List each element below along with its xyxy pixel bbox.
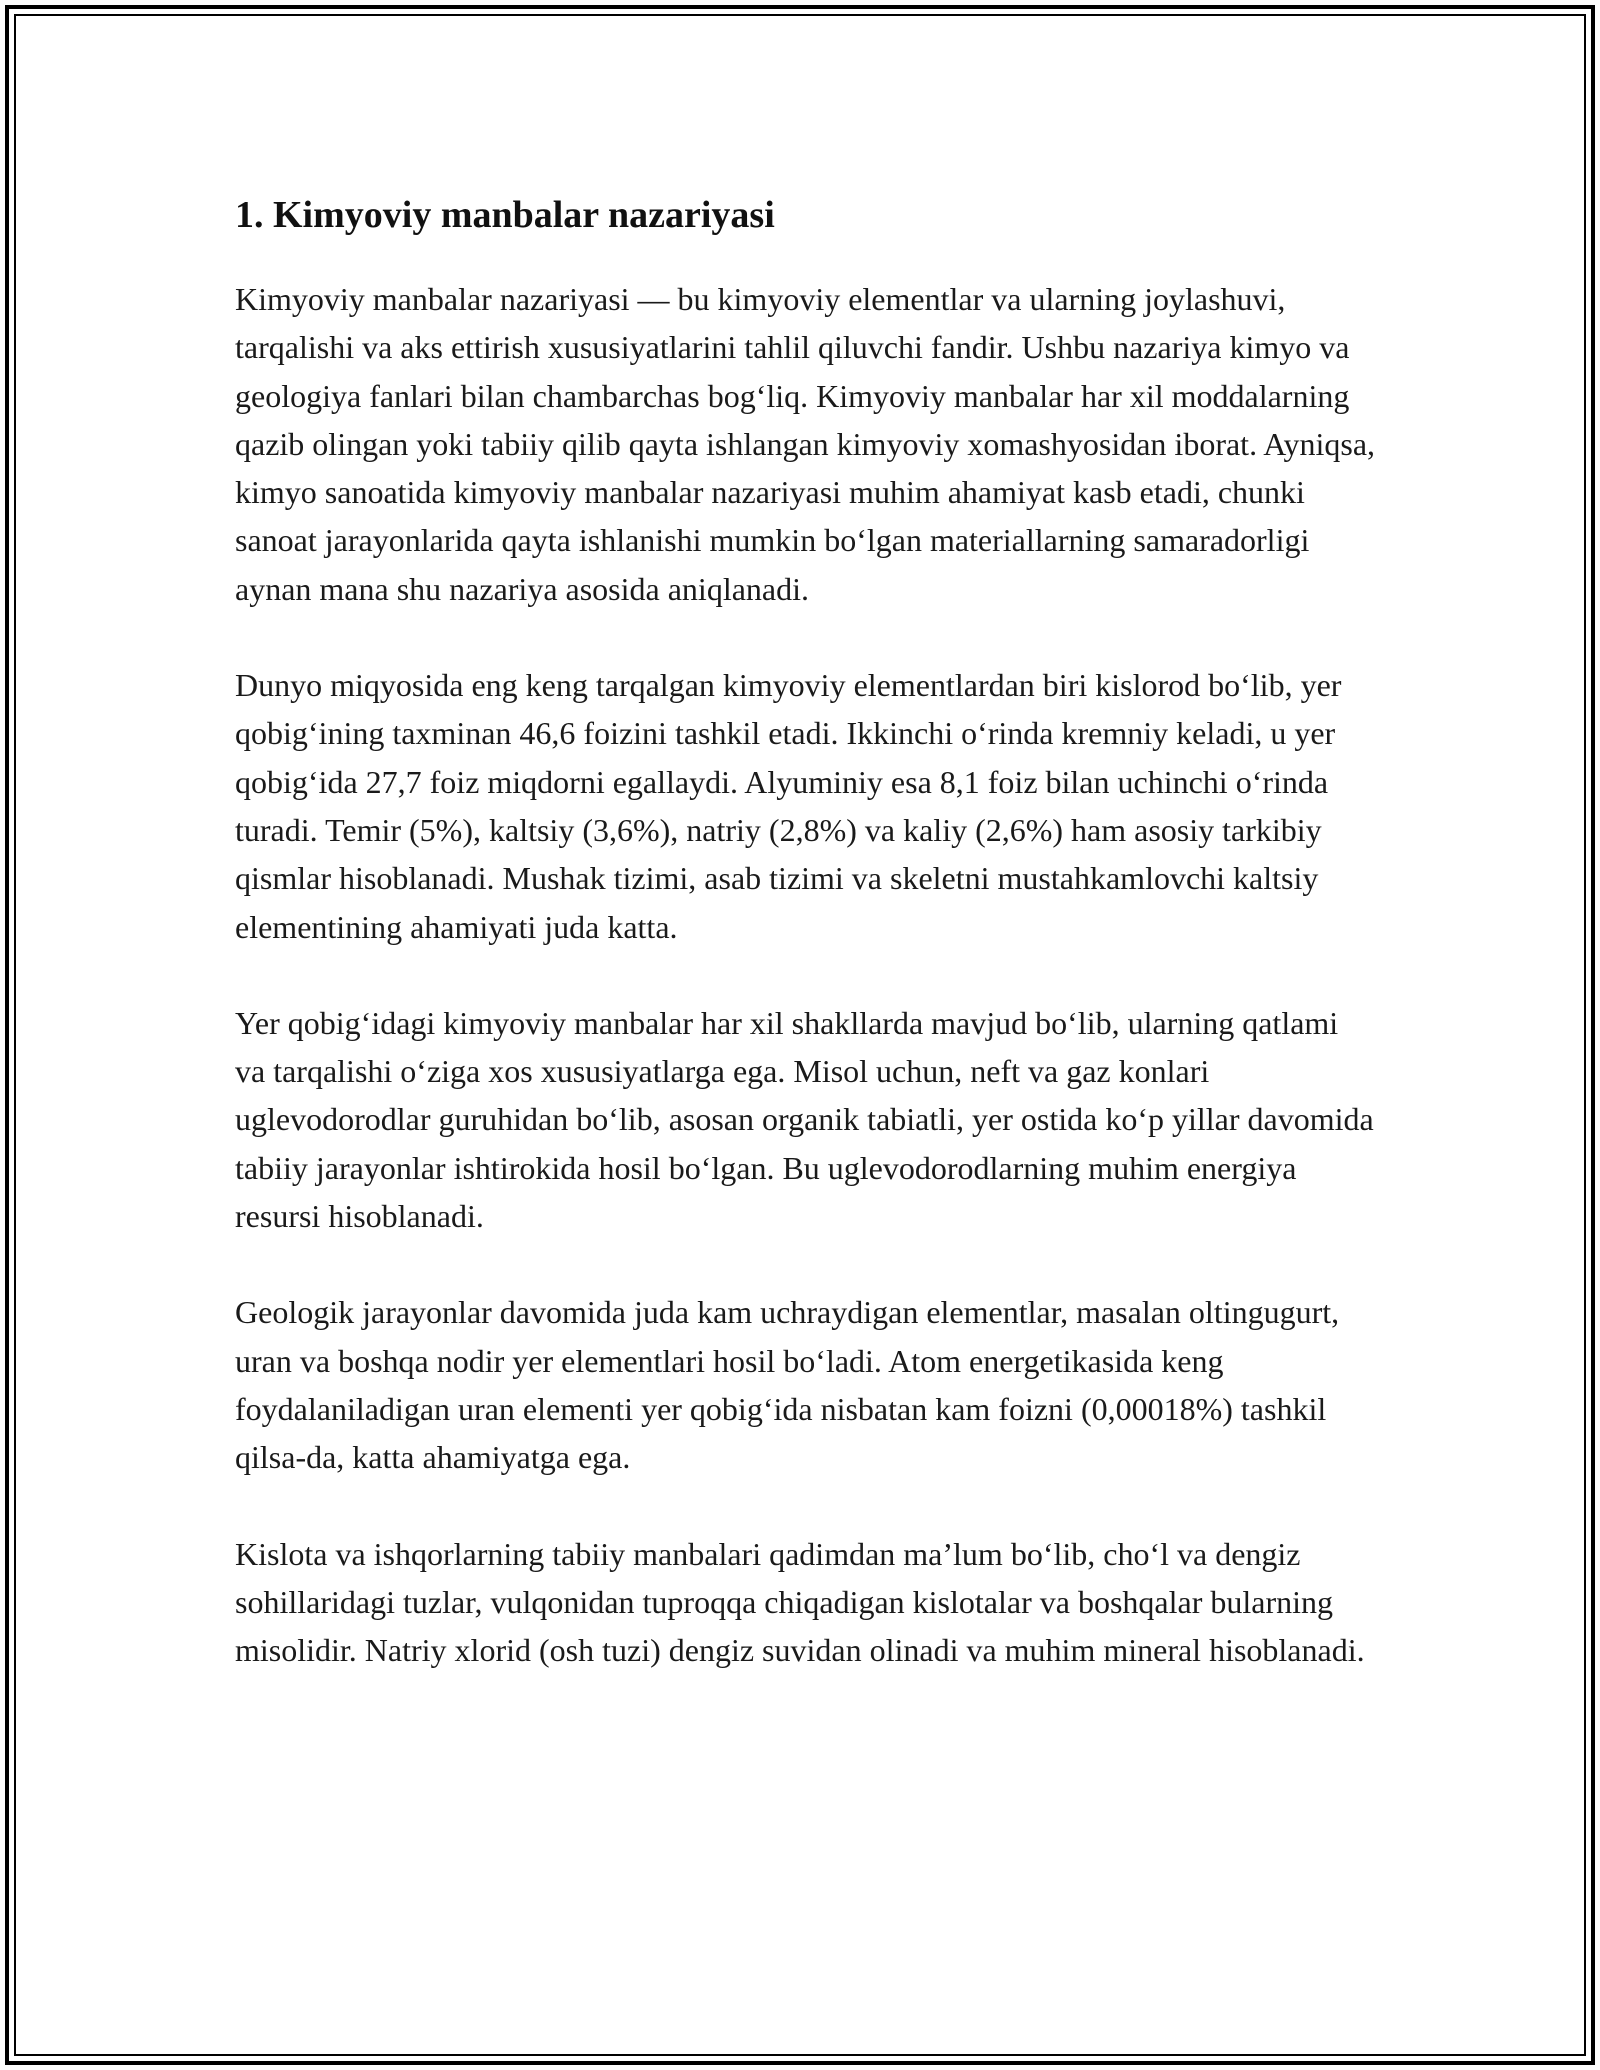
- paragraph-3: Yer qobig‘idagi kimyoviy manbalar har xil shakllarda mavjud bo‘lib, ularning qatlami va tarqalishi o‘ziga xos xususiyatlarga ega. Misol uchun, neft va gaz konlari uglevodorodlar guruhidan bo‘lib, asosan organik tabiatli, yer ostida ko‘p yillar davomida tabiiy jarayonlar ishtirokida hosil bo‘lgan. Bu uglevodorodlarning muhim energiya resursi hisoblanadi.: [235, 1004, 1374, 1235]
- paragraph-1: Kimyoviy manbalar nazariyasi — bu kimyoviy elementlar va ularning joylashuvi, tarqalishi va aks ettirish xususiyatlarini tahlil qiluvchi fandir. Ushbu nazariya kimyo va geologiya fanlari bilan chambarchas bog‘liq. Kimyoviy manbalar har xil moddalarning qazib olingan yoki tabiiy qilib qayta ishlangan kimyoviy xomashyosidan iborat. Ayniqsa, kimyo sanoatida kimyoviy manbalar nazariyasi muhim ahamiyat kasb etadi, chunki sanoat jarayonlarida qayta ishlanishi mumkin bo‘lgan materiallarning samaradorligi aynan mana shu nazariya asosida aniqlanadi.: [235, 281, 1376, 607]
- document-body: [235, 185, 1375, 1674]
- section-heading: 1. Kimyoviy manbalar nazariyasi: [235, 194, 775, 236]
- paragraph-5: Kislota va ishqorlarning tabiiy manbalari qadimdan ma’lum bo‘lib, cho‘l va dengiz sohillaridagi tuzlar, vulqonidan tuproqqa chiqadigan kislotalar va boshqalar bularning misolidir. Natriy xlorid (osh tuzi) dengiz suvidan olinadi va muhim mineral hisoblanadi.: [235, 1535, 1365, 1669]
- paragraph-4: Geologik jarayonlar davomida juda kam uchraydigan elementlar, masalan oltingugurt, uran va boshqa nodir yer elementlari hosil bo‘ladi. Atom energetikasida keng foydalaniladigan uran elementi yer qobig‘ida nisbatan kam foizni (0,00018%) tashkil qilsa-da, katta ahamiyatga ega.: [235, 1294, 1340, 1476]
- paragraph-2: Dunyo miqyosida eng keng tarqalgan kimyoviy elementlardan biri kislorod bo‘lib, yer qobig‘ining taxminan 46,6 foizini tashkil etadi. Ikkinchi o‘rinda kremniy keladi, u yer qobig‘ida 27,7 foiz miqdorni egallaydi. Alyuminiy esa 8,1 foiz bilan uchinchi o‘rinda turadi. Temir (5%), kaltsiy (3,6%), natriy (2,8%) va kaliy (2,6%) ham asosiy tarkibiy qismlar hisoblanadi. Mushak tizimi, asab tizimi va skeletni mustahkamlovchi kaltsiy elementining ahamiyati juda katta.: [235, 667, 1342, 945]
